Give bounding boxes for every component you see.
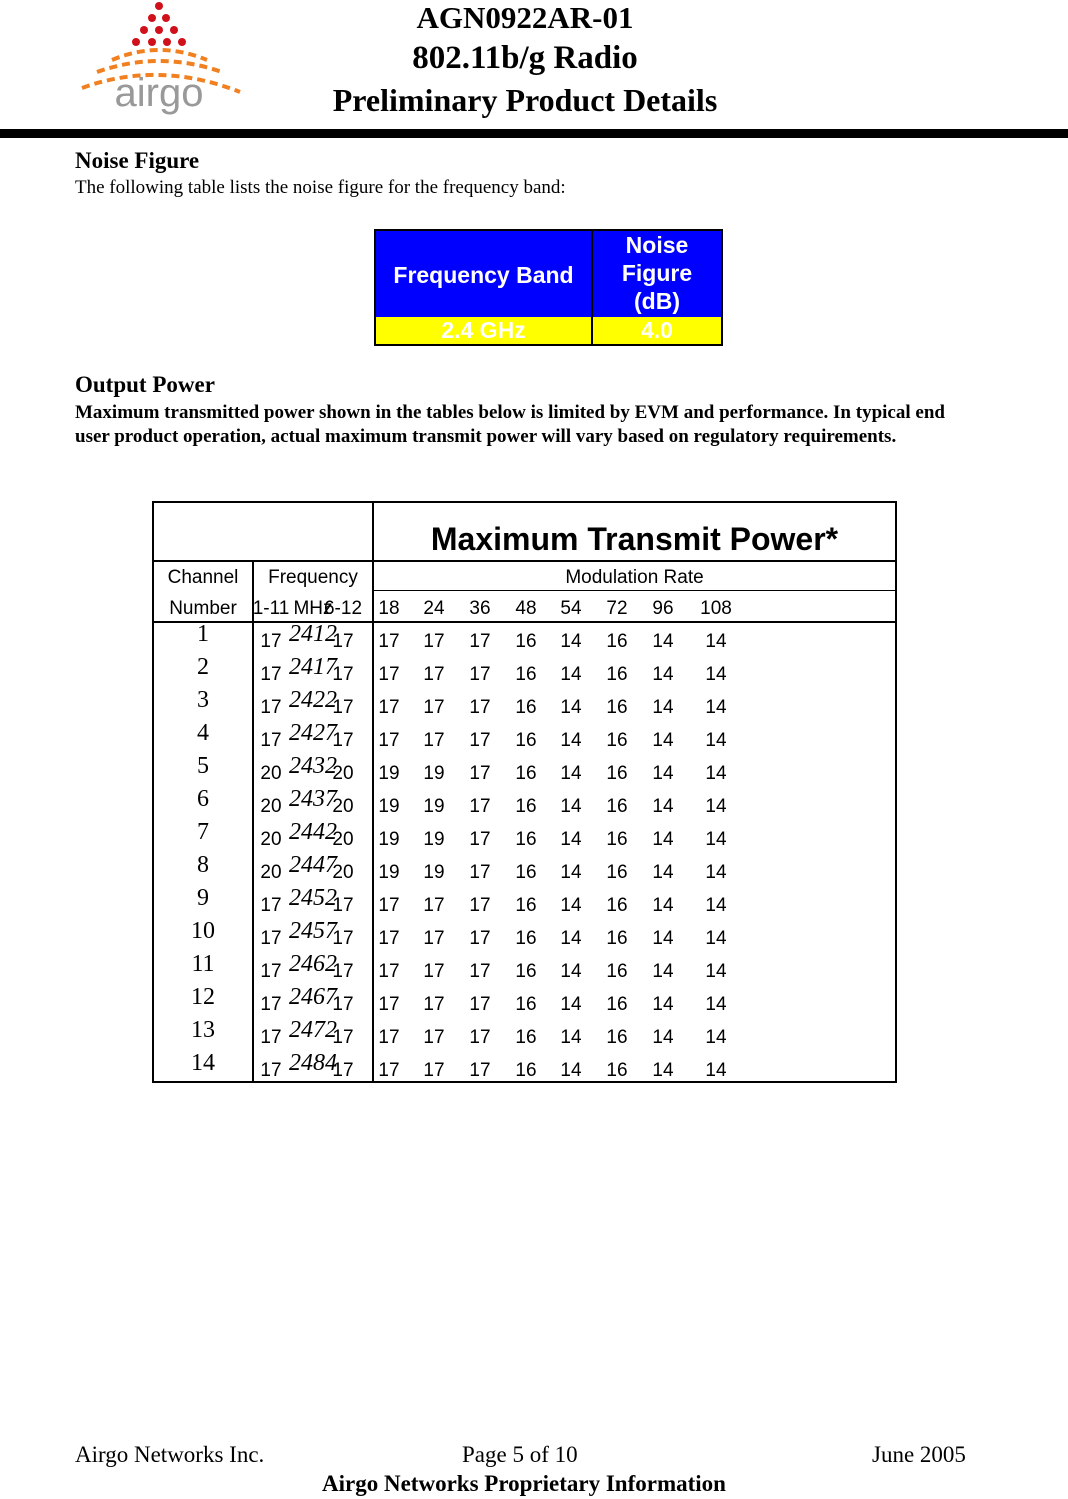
power-value: 14	[560, 763, 582, 784]
power-value: 19	[378, 796, 400, 817]
power-value: 17	[260, 730, 282, 751]
frequency-mhz: 2457	[289, 918, 337, 944]
power-value: 17	[378, 961, 400, 982]
channel-number: 8	[197, 852, 209, 878]
power-value: 16	[606, 862, 628, 883]
power-value: 17	[469, 664, 491, 685]
power-value: 17	[423, 631, 445, 652]
power-value: 17	[260, 1027, 282, 1048]
power-value: 14	[652, 1060, 674, 1081]
power-value: 14	[705, 730, 727, 751]
channel-number: 11	[191, 951, 215, 977]
power-value: 16	[515, 829, 537, 850]
power-value: 17	[469, 862, 491, 883]
power-value: 16	[606, 1060, 628, 1081]
power-value: 17	[332, 1027, 354, 1048]
channel-number: 14	[191, 1050, 215, 1076]
power-value: 14	[705, 1060, 727, 1081]
max-transmit-power-table	[152, 501, 897, 1083]
channel-number: 12	[191, 984, 215, 1010]
power-value: 17	[469, 631, 491, 652]
frequency-mhz: 2462	[289, 951, 337, 977]
channel-number: 1	[197, 621, 209, 647]
power-value: 17	[469, 697, 491, 718]
power-value: 20	[260, 862, 282, 883]
footer-company: Airgo Networks Inc.	[75, 1442, 265, 1467]
power-value: 14	[705, 631, 727, 652]
power-value: 16	[515, 1027, 537, 1048]
power-value: 14	[705, 829, 727, 850]
power-value: 14	[560, 895, 582, 916]
power-value: 14	[705, 763, 727, 784]
airgo-logo	[72, 0, 247, 118]
power-value: 17	[332, 697, 354, 718]
power-value: 16	[515, 1060, 537, 1081]
power-value: 16	[606, 697, 628, 718]
power-value: 14	[652, 664, 674, 685]
noise-figure-header: Noise Figure (dB)	[591, 231, 721, 317]
power-value: 17	[378, 994, 400, 1015]
power-value: 17	[469, 928, 491, 949]
channel-number: 6	[197, 786, 209, 812]
power-value: 16	[606, 796, 628, 817]
channel-number: 7	[197, 819, 209, 845]
power-value: 17	[332, 928, 354, 949]
power-value: 17	[423, 730, 445, 751]
frequency-mhz: 2467	[289, 984, 337, 1010]
power-value: 17	[332, 1060, 354, 1081]
power-value: 17	[332, 631, 354, 652]
power-value: 14	[652, 730, 674, 751]
power-value: 17	[332, 730, 354, 751]
channel-number: 5	[197, 753, 209, 779]
power-value: 16	[515, 697, 537, 718]
footer-proprietary: Airgo Networks Proprietary Information	[322, 1471, 726, 1496]
channel-number: 3	[197, 687, 209, 713]
power-value: 16	[606, 1027, 628, 1048]
power-value: 17	[332, 994, 354, 1015]
power-value: 17	[378, 1060, 400, 1081]
power-value: 16	[515, 961, 537, 982]
power-value: 16	[515, 796, 537, 817]
power-value: 14	[705, 664, 727, 685]
power-value: 14	[705, 796, 727, 817]
table-title: Maximum Transmit Power*	[430, 521, 839, 557]
power-value: 14	[652, 829, 674, 850]
power-value: 17	[423, 994, 445, 1015]
rate-header: 18	[378, 598, 400, 619]
output-power-text: Maximum transmitted power shown in the tables below is limited by EVM and performance. In typical end user product operation, actual maximum transmit power will vary based on regulatory requirements.	[75, 402, 945, 447]
power-value: 17	[332, 895, 354, 916]
power-value: 17	[378, 895, 400, 916]
rate-header: 72	[606, 598, 628, 619]
power-value: 16	[606, 631, 628, 652]
power-value: 17	[423, 928, 445, 949]
power-value: 14	[705, 928, 727, 949]
power-value: 16	[606, 928, 628, 949]
power-value: 17	[469, 994, 491, 1015]
power-value: 17	[378, 631, 400, 652]
power-value: 14	[560, 961, 582, 982]
power-value: 19	[378, 829, 400, 850]
power-value: 17	[469, 730, 491, 751]
rate-header: 108	[700, 598, 732, 619]
power-value: 17	[469, 1027, 491, 1048]
power-value: 14	[560, 664, 582, 685]
power-value: 17	[378, 697, 400, 718]
power-value: 14	[705, 1027, 727, 1048]
power-value: 16	[606, 763, 628, 784]
power-value: 19	[423, 829, 445, 850]
power-value: 17	[260, 994, 282, 1015]
power-value: 14	[560, 697, 582, 718]
power-value: 16	[606, 730, 628, 751]
rate-header: 54	[560, 598, 582, 619]
channel-header-2: Number	[169, 598, 237, 619]
power-value: 14	[560, 862, 582, 883]
power-value: 20	[332, 796, 354, 817]
power-value: 17	[469, 1060, 491, 1081]
power-value: 17	[378, 730, 400, 751]
frequency-header-2: MHz	[293, 598, 333, 619]
power-value: 16	[515, 763, 537, 784]
frequency-mhz: 2437	[289, 786, 337, 812]
power-value: 16	[606, 895, 628, 916]
frequency-mhz: 2484	[289, 1050, 337, 1076]
power-value: 14	[560, 928, 582, 949]
frequency-mhz: 2422	[289, 687, 337, 713]
noise-figure-value: 4.0	[591, 317, 721, 344]
power-value: 20	[332, 763, 354, 784]
frequency-mhz: 2472	[289, 1017, 337, 1043]
power-value: 17	[260, 631, 282, 652]
header-rule	[0, 129, 1068, 138]
power-value: 17	[332, 961, 354, 982]
noise-figure-intro: The following table lists the noise figure for the frequency band:	[75, 177, 566, 198]
frequency-mhz: 2427	[289, 720, 337, 746]
power-value: 20	[332, 829, 354, 850]
power-value: 19	[423, 796, 445, 817]
power-value: 16	[515, 994, 537, 1015]
power-value: 14	[705, 895, 727, 916]
band-value: 2.4 GHz	[376, 317, 591, 344]
power-value: 14	[652, 631, 674, 652]
frequency-mhz: 2442	[289, 819, 337, 845]
modulation-rate-header: Modulation Rate	[565, 567, 704, 588]
doc-subtitle: 802.11b/g Radio	[412, 40, 638, 76]
power-value: 17	[469, 763, 491, 784]
frequency-mhz: 2417	[289, 654, 337, 680]
rate-header: 24	[423, 598, 445, 619]
power-value: 17	[378, 664, 400, 685]
power-value: 17	[423, 664, 445, 685]
power-value: 14	[560, 1060, 582, 1081]
rate-header: 1-11	[252, 598, 290, 619]
power-value: 17	[260, 664, 282, 685]
power-value: 16	[606, 664, 628, 685]
frequency-mhz: 2432	[289, 753, 337, 779]
power-value: 19	[423, 763, 445, 784]
power-value: 16	[606, 829, 628, 850]
doc-title: Preliminary Product Details	[332, 82, 718, 118]
doc-id: AGN0922AR-01	[416, 0, 634, 35]
power-value: 14	[560, 1027, 582, 1048]
power-value: 20	[260, 829, 282, 850]
power-value: 16	[606, 961, 628, 982]
power-value: 17	[423, 1060, 445, 1081]
channel-number: 4	[197, 720, 209, 746]
svg-text:airgo: airgo	[114, 71, 204, 115]
frequency-band-header: Frequency Band	[376, 231, 591, 317]
power-value: 17	[260, 1060, 282, 1081]
power-value: 14	[560, 796, 582, 817]
power-value: 14	[560, 829, 582, 850]
power-value: 14	[652, 796, 674, 817]
power-value: 14	[705, 697, 727, 718]
power-value: 14	[652, 697, 674, 718]
power-value: 17	[260, 928, 282, 949]
power-value: 20	[260, 796, 282, 817]
rate-header: 48	[515, 598, 537, 619]
power-value: 19	[378, 763, 400, 784]
output-power-heading: Output Power	[75, 372, 215, 397]
power-value: 17	[332, 664, 354, 685]
power-value: 17	[423, 1027, 445, 1048]
power-value: 16	[515, 730, 537, 751]
channel-number: 9	[197, 885, 209, 911]
noise-figure-heading: Noise Figure	[75, 148, 200, 173]
footer-date: June 2005	[872, 1442, 966, 1467]
power-value: 17	[469, 961, 491, 982]
power-value: 14	[652, 895, 674, 916]
rate-header: 36	[469, 598, 491, 619]
power-value: 17	[260, 895, 282, 916]
frequency-header: Frequency	[268, 567, 358, 588]
power-value: 17	[423, 961, 445, 982]
power-value: 17	[469, 796, 491, 817]
power-value: 16	[515, 664, 537, 685]
power-value: 17	[423, 895, 445, 916]
channel-number: 13	[191, 1017, 215, 1043]
power-value: 16	[515, 895, 537, 916]
power-value: 14	[705, 961, 727, 982]
power-value: 17	[260, 697, 282, 718]
power-value: 14	[705, 862, 727, 883]
power-value: 16	[515, 928, 537, 949]
noise-figure-table	[374, 229, 723, 346]
footer-page: Page 5 of 10	[462, 1442, 578, 1467]
power-value: 14	[652, 961, 674, 982]
frequency-mhz: 2452	[289, 885, 337, 911]
power-value: 17	[469, 829, 491, 850]
power-value: 17	[469, 895, 491, 916]
power-value: 19	[423, 862, 445, 883]
power-value: 14	[652, 862, 674, 883]
power-value: 14	[652, 928, 674, 949]
power-value: 16	[515, 631, 537, 652]
power-value: 17	[423, 697, 445, 718]
power-value: 17	[378, 1027, 400, 1048]
rate-header: 6-12	[323, 598, 363, 619]
channel-number: 10	[191, 918, 215, 944]
channel-header: Channel	[167, 567, 239, 588]
power-value: 17	[260, 961, 282, 982]
power-value: 20	[260, 763, 282, 784]
power-value: 14	[652, 1027, 674, 1048]
power-value: 17	[378, 928, 400, 949]
power-value: 16	[606, 994, 628, 1015]
frequency-mhz: 2447	[289, 852, 337, 878]
power-value: 14	[652, 763, 674, 784]
rate-header: 96	[652, 598, 674, 619]
power-value: 14	[560, 631, 582, 652]
power-value: 14	[705, 994, 727, 1015]
channel-number: 2	[197, 654, 209, 680]
frequency-mhz: 2412	[289, 621, 337, 647]
power-value: 14	[560, 994, 582, 1015]
power-value: 14	[560, 730, 582, 751]
power-value: 19	[378, 862, 400, 883]
power-value: 16	[515, 862, 537, 883]
power-value: 14	[652, 994, 674, 1015]
power-value: 20	[332, 862, 354, 883]
